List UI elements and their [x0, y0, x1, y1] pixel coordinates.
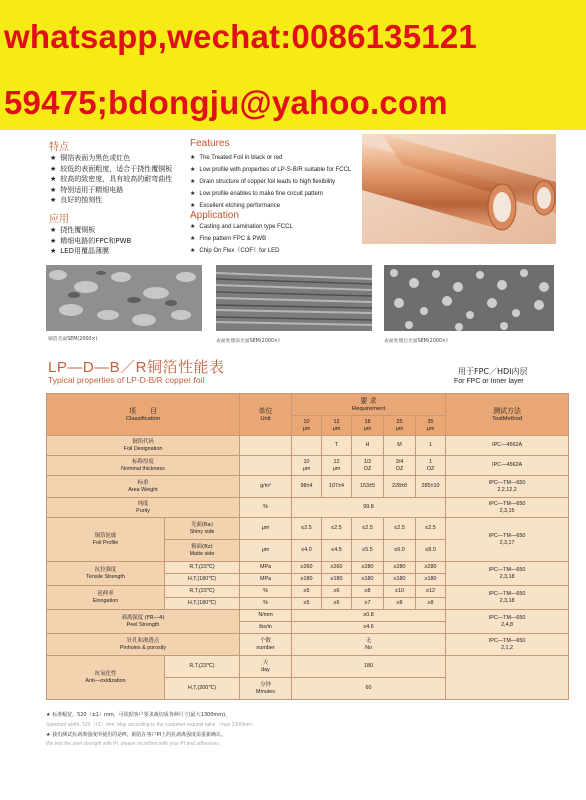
- cell-text: Foil Designation: [123, 445, 163, 452]
- table-cell: ≥0.8: [292, 610, 446, 622]
- table-cell: H,T,(180℃): [165, 598, 240, 610]
- cell-text: Elongation: [92, 597, 119, 604]
- cell-text: μm: [426, 425, 435, 432]
- table-cell: ≥10: [384, 586, 416, 598]
- feature-en-item: [190, 176, 351, 188]
- cell-text: Foil Profile: [92, 539, 119, 546]
- table-cell: [47, 562, 165, 586]
- application-cn-text: LED用覆晶薄膜: [60, 247, 109, 256]
- cell-text: μm: [332, 425, 341, 432]
- cell-text: Nominal thickness: [121, 465, 165, 472]
- table-cell: ≥260: [322, 562, 352, 574]
- table-cell: [446, 476, 569, 498]
- table-cell: [446, 562, 569, 586]
- features-en-title: Features: [190, 138, 230, 149]
- header-unit: [240, 394, 292, 436]
- cell-text: 35: [427, 419, 434, 426]
- features-en-list: [190, 152, 351, 212]
- table-cell: ≥8: [352, 586, 384, 598]
- table-cell: lbs/in: [240, 622, 292, 634]
- cell-text: μm: [332, 465, 341, 472]
- cell-text: 铜箔轮廓: [94, 533, 117, 540]
- table-cell: ≤2.5: [416, 518, 446, 540]
- table-cell: ≤8.0: [416, 540, 446, 562]
- application-en-item: [190, 245, 293, 257]
- elongation-rt-row: [47, 586, 569, 598]
- table-title-en: Typical properties of LP-D-B/R copper foil: [48, 375, 205, 385]
- star-bullet-icon: ★: [50, 185, 57, 194]
- cell-text: 抗氧化性: [94, 671, 117, 678]
- cell-text: 标重: [137, 480, 149, 487]
- table-cell: T: [322, 436, 352, 456]
- feature-en-text: Excellent etching performance: [199, 203, 281, 209]
- cell-text: 10: [303, 459, 310, 466]
- table-cell: [165, 518, 240, 540]
- table-cell: [47, 436, 240, 456]
- table-cell: [416, 456, 446, 476]
- star-bullet-icon: ★: [190, 179, 196, 185]
- table-cell: [446, 610, 569, 634]
- cell-text: 无: [365, 638, 372, 645]
- cell-text: IPC—TM—650: [488, 501, 526, 508]
- star-bullet-icon: ★: [50, 175, 57, 184]
- star-bullet-icon: ★: [190, 224, 196, 230]
- table-cell: H,T,(200℃): [165, 678, 240, 700]
- sem-matte-side-image: [46, 265, 202, 331]
- cell-text: 1/2: [363, 459, 372, 466]
- table-cell: R,T,(23℃): [165, 562, 240, 574]
- feature-cn-text: 特别适用于精细电路: [60, 185, 124, 194]
- cell-text: 2,3,15: [499, 507, 515, 514]
- star-bullet-icon: ★: [50, 164, 57, 173]
- table-cell: [47, 456, 240, 476]
- cell-text: 2,3,17: [499, 539, 515, 546]
- table-cell: [446, 518, 569, 562]
- cell-text: Shiny side: [189, 528, 215, 535]
- feature-cn-item: [50, 185, 172, 196]
- cell-text: μm: [302, 425, 311, 432]
- cell-text: 光面(Ra): [191, 522, 213, 529]
- table-cell: IPC—4562A: [446, 456, 569, 476]
- cell-text: OZ: [426, 465, 435, 472]
- sem-before-treatment-image: [216, 265, 372, 331]
- table-cell: [165, 540, 240, 562]
- cell-text: μm: [302, 465, 311, 472]
- cell-text: Minutes: [256, 688, 275, 695]
- application-en-item: [190, 233, 293, 245]
- table-cell: [47, 634, 240, 656]
- table-cell: 180: [292, 656, 446, 678]
- application-cn-text: 精细电路的FPC和PWB: [60, 236, 132, 245]
- star-bullet-icon: ★: [190, 236, 196, 242]
- purity-row: [47, 498, 569, 518]
- cell-text: IPC—TM—650: [488, 615, 526, 622]
- application-cn-item: [50, 246, 131, 257]
- properties-table: [46, 393, 569, 700]
- application-cn-title: 应用: [49, 214, 69, 225]
- table-cell: [292, 436, 322, 456]
- usage-en: For FPC or Inner layer: [454, 378, 524, 385]
- table-cell: [322, 456, 352, 476]
- header-classification: [47, 394, 240, 436]
- table-cell: ≥280: [352, 562, 384, 574]
- application-cn-item: [50, 236, 131, 247]
- feature-cn-text: 较低的表面粗度，适合于挠性覆铜板: [60, 164, 173, 173]
- table-cell: ≥8: [384, 598, 416, 610]
- cell-text: 铜箔代码: [132, 439, 154, 446]
- usage-cn: 用于FPC／HDI内层: [458, 367, 528, 376]
- cell-text: 要 求: [360, 396, 377, 405]
- table-cell: H: [352, 436, 384, 456]
- table-cell: ≤2.5: [292, 518, 322, 540]
- cell-text: 12: [333, 459, 340, 466]
- table-cell: MPa: [240, 562, 292, 574]
- table-cell: %: [240, 586, 292, 598]
- cell-text: 标称厚度: [132, 459, 154, 466]
- table-cell: ≥180: [352, 574, 384, 586]
- table-cell: μm: [240, 540, 292, 562]
- table-cell: [47, 518, 165, 562]
- cell-text: 12: [333, 419, 340, 426]
- cell-text: 个数: [260, 638, 271, 645]
- table-cell: %: [240, 598, 292, 610]
- table-cell: [446, 498, 569, 518]
- cell-text: 2,2,12,2: [497, 486, 517, 493]
- features-cn-title: 特点: [49, 142, 69, 153]
- area-weight-row: [47, 476, 569, 498]
- application-en-text: Casting and Lamination type FCCL: [199, 224, 293, 230]
- table-cell: ≥180: [384, 574, 416, 586]
- table-cell: [292, 634, 446, 656]
- table-cell: M: [384, 436, 416, 456]
- star-bullet-icon: ★: [50, 236, 57, 245]
- table-title-cn: LP—D—B／R铜箔性能表: [48, 359, 225, 376]
- feature-cn-item: [50, 195, 172, 206]
- star-bullet-icon: ★: [50, 226, 57, 234]
- table-cell: μm: [240, 518, 292, 540]
- banner-line-1: whatsapp,wechat:0086135121: [4, 18, 477, 55]
- sem-caption-2: 表面处理前光面SEM(2000×): [216, 339, 280, 344]
- feature-cn-text: 良好的蚀刻性: [60, 196, 103, 205]
- cell-text: Unit: [260, 415, 271, 422]
- cell-text: 18: [364, 419, 371, 426]
- cell-text: 单位: [258, 406, 273, 415]
- cell-text: Tensile Strength: [86, 573, 125, 580]
- table-cell: [240, 656, 292, 678]
- feature-en-item: [190, 164, 351, 176]
- cell-text: 天: [262, 660, 269, 667]
- table-cell: ≥260: [292, 562, 322, 574]
- application-cn-item: [50, 225, 131, 236]
- cell-text: 抗拉强度: [94, 567, 117, 574]
- cell-text: number: [256, 644, 275, 651]
- table-cell: N/mm: [240, 610, 292, 622]
- table-cell: ≥280: [384, 562, 416, 574]
- table-cell: R,T,(23℃): [165, 656, 240, 678]
- thickness-18: [352, 416, 384, 436]
- cell-text: Anti—oxidization: [85, 677, 126, 684]
- table-cell: [352, 456, 384, 476]
- table-cell: ≥6: [322, 586, 352, 598]
- cell-text: 3/4: [395, 459, 404, 466]
- copper-foil-rolls-photo: [362, 134, 556, 244]
- table-cell: [47, 610, 240, 634]
- star-bullet-icon: ★: [190, 155, 196, 161]
- thickness-25: [384, 416, 416, 436]
- table-cell: [240, 678, 292, 700]
- table-cell: 107±4: [322, 476, 352, 498]
- star-bullet-icon: ★: [190, 167, 196, 173]
- table-cell: [240, 436, 292, 456]
- thickness-35: [416, 416, 446, 436]
- cell-text: 10: [303, 419, 310, 426]
- table-cell: ≤4.0: [292, 540, 322, 562]
- table-cell: ≥4.6: [292, 622, 446, 634]
- feature-cn-item: [50, 174, 172, 185]
- cell-text: Classification: [125, 415, 161, 422]
- header-requirement: [292, 394, 446, 416]
- feature-en-text: Grain structure of copper foil leads to high flexibility: [199, 179, 336, 185]
- table-cell: 153±5: [352, 476, 384, 498]
- application-cn-text: 挠性覆铜板: [60, 226, 96, 234]
- thickness-10: [292, 416, 322, 436]
- pinholes-row: [47, 634, 569, 656]
- cell-text: IPC—TM—650: [488, 591, 526, 598]
- cell-text: 项 目: [129, 406, 157, 415]
- table-cell: 99.8: [292, 498, 446, 518]
- cell-text: IPC—TM—650: [488, 638, 526, 645]
- table-cell: [240, 456, 292, 476]
- table-cell: 98±4: [292, 476, 322, 498]
- anti-oxidization-rt-row: [47, 656, 569, 678]
- cell-text: 2,3,18: [499, 573, 515, 580]
- table-cell: [384, 456, 416, 476]
- table-cell: ≤2.5: [384, 518, 416, 540]
- table-cell: ≤6.0: [384, 540, 416, 562]
- table-cell: ≤4.5: [322, 540, 352, 562]
- table-cell: H,T,(180℃): [165, 574, 240, 586]
- star-bullet-icon: ★: [190, 191, 196, 197]
- nominal-thickness-row: [47, 456, 569, 476]
- table-cell: 1: [416, 436, 446, 456]
- cell-text: 剥离强度 (FR—4): [121, 615, 165, 622]
- table-cell: ≥280: [416, 562, 446, 574]
- feature-cn-item: [50, 153, 172, 164]
- table-cell: [446, 586, 569, 610]
- header-test-method: [446, 394, 569, 436]
- table-cell: [47, 656, 165, 700]
- cell-text: μm: [395, 425, 404, 432]
- cell-text: Requirement: [351, 405, 386, 412]
- profile-shiny-row: [47, 518, 569, 540]
- table-cell: ≥7: [352, 598, 384, 610]
- table-cell: ≥180: [322, 574, 352, 586]
- table-cell: [47, 586, 165, 610]
- cell-text: 延伸率: [97, 591, 114, 598]
- table-cell: IPC—4562A: [446, 436, 569, 456]
- feature-en-item: [190, 188, 351, 200]
- table-cell: 228±8: [384, 476, 416, 498]
- table-cell: [446, 656, 569, 700]
- header-row: [47, 394, 569, 416]
- cell-text: 1: [429, 459, 433, 466]
- features-cn-list: [50, 153, 172, 206]
- cell-text: 针孔和渗透点: [126, 638, 160, 645]
- star-bullet-icon: ★: [190, 248, 196, 254]
- feature-cn-item: [50, 164, 172, 175]
- table-cell: [47, 476, 240, 498]
- table-cell: [240, 634, 292, 656]
- cell-text: IPC—TM—650: [488, 533, 526, 540]
- cell-text: 粗面(Rz): [191, 544, 213, 551]
- table-cell: g/m²: [240, 476, 292, 498]
- table-cell: ≤2.5: [352, 518, 384, 540]
- application-en-title: Application: [190, 210, 239, 221]
- star-bullet-icon: ★: [50, 247, 57, 256]
- cell-text: OZ: [363, 465, 372, 472]
- cell-text: Purity: [136, 507, 150, 514]
- feature-en-text: The Treated Foil in black or red: [199, 155, 283, 161]
- feature-en-text: Low profile with properties of LP-S-B/R suitable for FCCL: [199, 167, 352, 173]
- table-cell: ≥5: [292, 586, 322, 598]
- table-cell: %: [240, 498, 292, 518]
- feature-en-item: [190, 152, 351, 164]
- cell-text: Matte side: [189, 550, 215, 557]
- table-cell: ≤5.5: [352, 540, 384, 562]
- tensile-rt-row: [47, 562, 569, 574]
- feature-cn-text: 较高的致密度，具有较高的耐弯曲性: [60, 175, 173, 184]
- cell-text: Area Weight: [128, 486, 158, 493]
- star-bullet-icon: ★: [50, 154, 57, 162]
- sem-caption-1: 铜箔毛面SEM(2000×): [48, 337, 98, 342]
- table-cell: ≤2.5: [322, 518, 352, 540]
- star-bullet-icon: ★: [50, 196, 57, 205]
- table-cell: ≥5: [292, 598, 322, 610]
- table-cell: ≥180: [416, 574, 446, 586]
- cell-text: 分钟: [260, 682, 271, 689]
- table-cell: [446, 634, 569, 656]
- cell-text: 2,1,2: [501, 644, 514, 651]
- table-cell: 285±10: [416, 476, 446, 498]
- cell-text: 测试方法: [493, 406, 522, 415]
- cell-text: No: [365, 644, 372, 651]
- table-cell: 60: [292, 678, 446, 700]
- feature-en-text: Low profile enables to make fine circuit pattern: [199, 191, 324, 197]
- feature-cn-text: 铜箔表面为黑色或红色: [60, 154, 131, 162]
- cell-text: 2,4,8: [501, 621, 514, 628]
- cell-text: 纯度: [137, 501, 149, 508]
- star-bullet-icon: ★: [190, 203, 196, 209]
- application-en-item: [190, 221, 293, 233]
- banner-line-2: 59475;bdongju@yahoo.com: [4, 84, 448, 121]
- table-cell: [292, 456, 322, 476]
- table-cell: MPa: [240, 574, 292, 586]
- cell-text: Pinholes & porosity: [119, 644, 167, 651]
- thickness-12: [322, 416, 352, 436]
- table-cell: [47, 498, 240, 518]
- note-2-en: We test the peel strength with PI, please reconfirm with your PI and adhesives.: [46, 741, 221, 747]
- peel-strength-row-1: [47, 610, 569, 622]
- cell-text: 25: [396, 419, 403, 426]
- cell-text: μm: [363, 425, 372, 432]
- table-cell: R,T,(23℃): [165, 586, 240, 598]
- table-cell: ≥6: [322, 598, 352, 610]
- sem-after-treatment-image: [384, 265, 554, 331]
- cell-text: IPC—TM—650: [488, 567, 526, 574]
- table-cell: ≥180: [292, 574, 322, 586]
- application-en-text: Fine pattern FPC & PWB: [199, 236, 267, 242]
- table-cell: ≥8: [416, 598, 446, 610]
- table-cell: ≥12: [416, 586, 446, 598]
- contact-banner: [0, 0, 586, 130]
- application-en-list: [190, 221, 293, 257]
- note-2-cn: ★ 我们测试抗剥离强度所使用的是PI，铜箔在客户PI上的抗剥离强度需重新确认。: [46, 732, 227, 738]
- note-1-en: Standard width, 520（±1）mm, May according to the customer request tailor（max 1300mm）: [46, 722, 257, 728]
- sem-caption-3: 表面处理后光面SEM(2000×): [384, 339, 448, 344]
- designation-row: [47, 436, 569, 456]
- cell-text: 2,3,18: [499, 597, 515, 604]
- cell-text: day: [261, 666, 270, 673]
- cell-text: OZ: [395, 465, 404, 472]
- application-cn-list: [50, 225, 131, 257]
- cell-text: Peel Strength: [126, 621, 160, 628]
- cell-text: IPC—TM—650: [488, 480, 526, 487]
- note-1-cn: ★ 标准幅宽，520（±1）mm，可依据客户要求裁切成各种尺寸(最大1300mm)。: [46, 712, 231, 718]
- application-en-text: Chip On Flex（COF）for LED: [199, 248, 280, 254]
- cell-text: TestMethod: [492, 415, 523, 422]
